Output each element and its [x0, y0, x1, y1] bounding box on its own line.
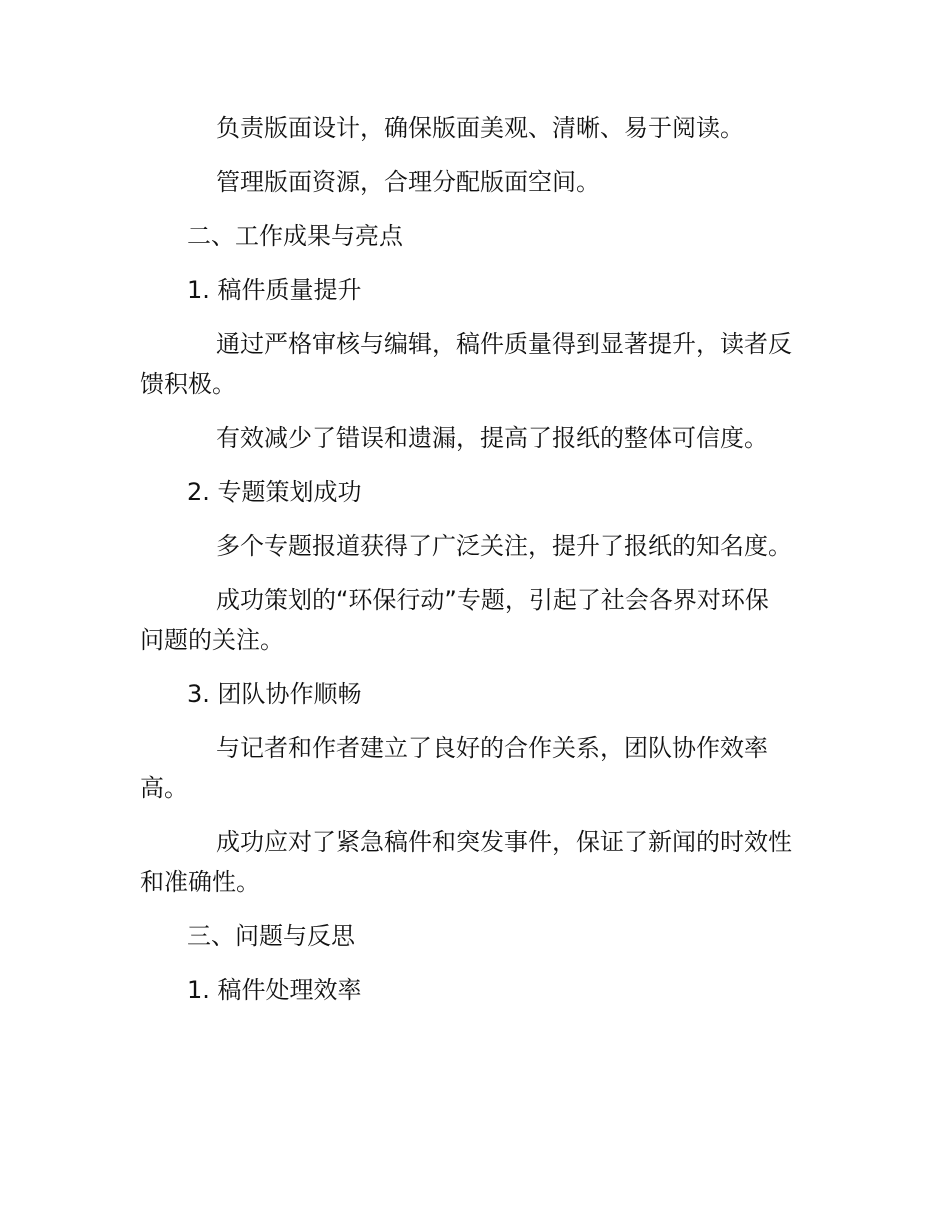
- paragraph-quality-improved: 通过严格审核与编辑，稿件质量得到显著提升，读者反馈积极。: [140, 330, 792, 398]
- subheading-quality: 1. 稿件质量提升: [187, 276, 362, 304]
- paragraph-cooperation: 与记者和作者建立了良好的合作关系，团队协作效率高。: [140, 734, 768, 802]
- section-heading-problems: 三、问题与反思: [187, 922, 355, 950]
- document-body: [140, 108, 792, 1010]
- paragraph-urgent-handling: 成功应对了紧急稿件和突发事件，保证了新闻的时效性和准确性。: [140, 828, 792, 896]
- section-heading-achievements: 二、工作成果与亮点: [187, 222, 403, 250]
- paragraph-environment-topic: 成功策划的“环保行动”专题，引起了社会各界对环保问题的关注。: [140, 586, 769, 654]
- paragraph-errors-reduced: 有效减少了错误和遗漏，提高了报纸的整体可信度。: [216, 424, 768, 452]
- paragraph-layout-design: 负责版面设计，确保版面美观、清晰、易于阅读。: [216, 114, 744, 142]
- subheading-teamwork: 3. 团队协作顺畅: [187, 680, 362, 708]
- paragraph-layout-resources: 管理版面资源，合理分配版面空间。: [216, 168, 600, 196]
- subheading-special-topics: 2. 专题策划成功: [187, 478, 362, 506]
- subheading-efficiency: 1. 稿件处理效率: [187, 976, 362, 1004]
- paragraph-topics-attention: 多个专题报道获得了广泛关注，提升了报纸的知名度。: [216, 532, 792, 560]
